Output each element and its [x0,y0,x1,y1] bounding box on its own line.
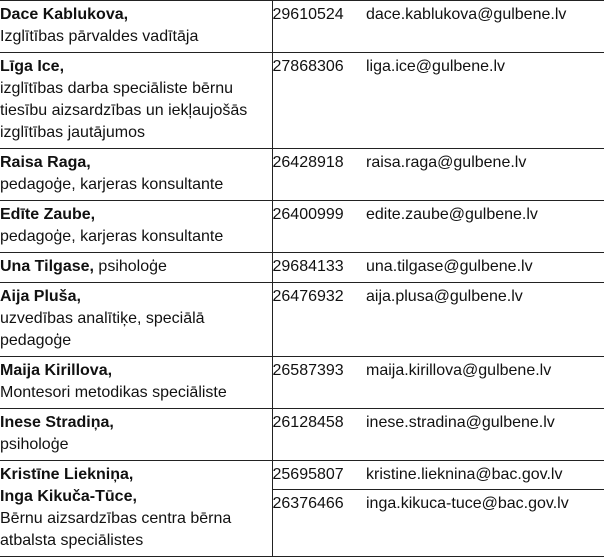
contact-phone: 26376466 [273,489,367,515]
contact-email[interactable]: maija.kirillova@gulbene.lv [366,357,604,409]
contact-role: Izglītības pārvaldes vadītāja [0,28,199,45]
contact-name-cell [0,1,272,53]
contact-role: psiholoģe [0,436,69,453]
contact-name: Una Tilgase, [0,258,94,275]
contact-name: Kristīne Liekniņa, [0,466,134,483]
contact-email[interactable]: liga.ice@gulbene.lv [366,53,604,149]
contact-phone: 29610524 [272,1,366,53]
contact-email[interactable]: kristine.lieknina@bac.gov.lv [366,466,563,483]
contact-name-cell [0,253,272,283]
contact-role: Montesori metodikas speciāliste [0,384,227,401]
contact-name: Inga Kikuča-Tūce, [0,488,137,505]
contact-role: Bērnu aizsardzības centra bērna atbalsta speciālistes [0,510,232,549]
contact-phone-cell [272,461,366,557]
contact-phone: 26428918 [272,149,366,201]
contact-name: Maija Kirillova, [0,362,113,379]
contact-role: izglītības darba speciāliste bērnu tiesību aizsardzības un iekļaujošās izglītības jautājumos [0,80,248,141]
table-row [0,201,604,253]
contact-email[interactable]: aija.plusa@gulbene.lv [366,283,604,357]
contact-name: Edīte Zaube, [0,206,96,223]
contact-email-cell [366,461,604,557]
table-row [0,53,604,149]
contact-name-cell [0,53,272,149]
table-row [0,461,604,557]
contact-email[interactable]: raisa.raga@gulbene.lv [366,149,604,201]
contact-email[interactable]: inese.stradina@gulbene.lv [366,409,604,461]
contact-phone: 26128458 [272,409,366,461]
contact-name-cell [0,149,272,201]
contact-phone: 26400999 [272,201,366,253]
contact-phone: 27868306 [272,53,366,149]
contact-phone: 26476932 [272,283,366,357]
contact-name: Raisa Raga, [0,154,91,171]
contact-name-cell [0,461,272,557]
contact-phone: 29684133 [272,253,366,283]
contact-role: uzvedības analītiķe, speciālā pedagoģe [0,310,205,349]
contact-name-cell [0,283,272,357]
contact-role: pedagoģe, karjeras konsultante [0,176,224,193]
contact-phone: 25695807 [272,466,344,483]
contact-email[interactable]: inga.kikuca-tuce@bac.gov.lv [366,489,604,515]
table-row [0,149,604,201]
table-row [0,357,604,409]
contact-name: Aija Pluša, [0,288,81,305]
contact-name-cell [0,357,272,409]
table-row [0,409,604,461]
contact-email[interactable]: edite.zaube@gulbene.lv [366,201,604,253]
contact-name-cell [0,201,272,253]
table-row [0,283,604,357]
contact-role: pedagoģe, karjeras konsultante [0,228,224,245]
contact-name-cell [0,409,272,461]
contact-email[interactable]: dace.kablukova@gulbene.lv [366,1,604,53]
contact-phone: 26587393 [272,357,366,409]
table-row [0,1,604,53]
contact-name: Inese Stradiņa, [0,414,114,431]
contact-role: psiholoģe [98,258,167,275]
contact-name: Dace Kablukova, [0,6,129,23]
table-row [0,253,604,283]
contact-email[interactable]: una.tilgase@gulbene.lv [366,253,604,283]
contact-name: Līga Ice, [0,58,65,75]
